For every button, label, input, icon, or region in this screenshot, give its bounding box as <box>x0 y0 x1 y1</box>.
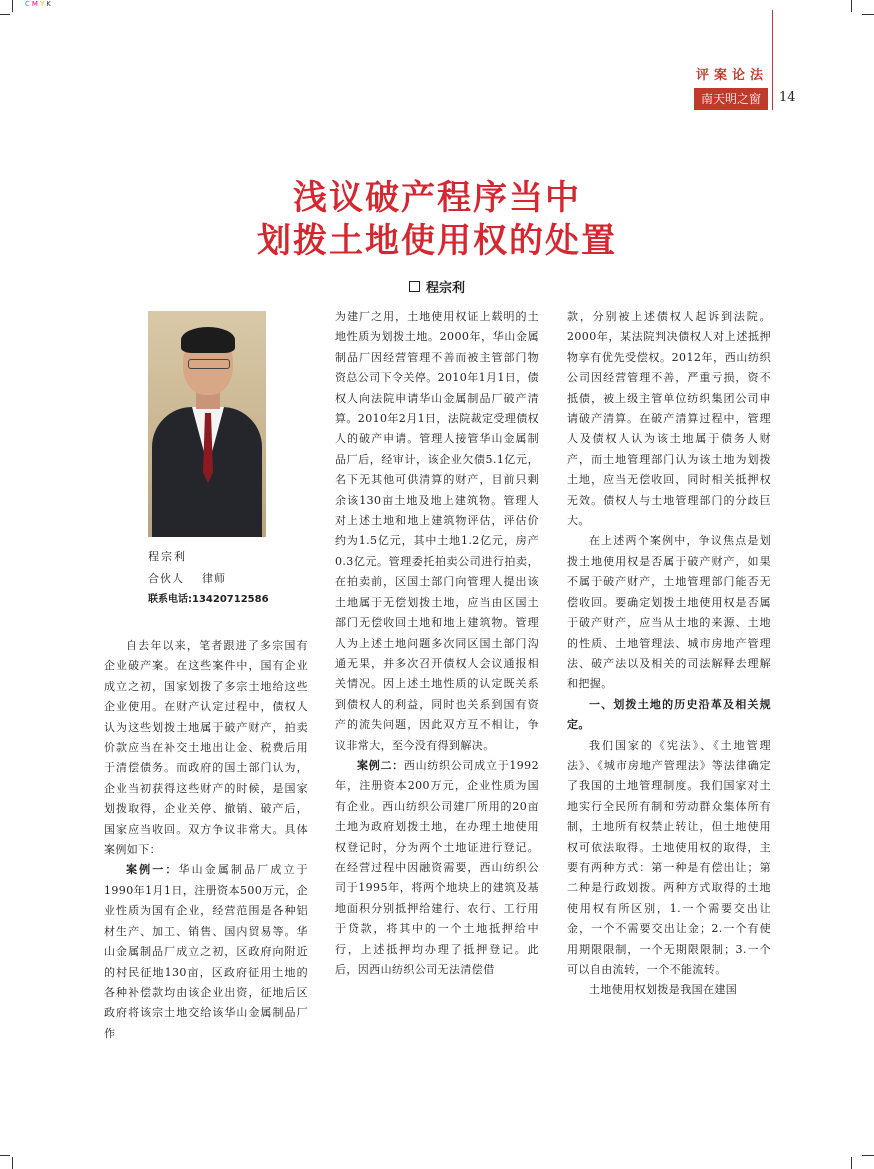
byline <box>0 277 874 296</box>
author-role: 合伙人 律师 <box>148 572 226 585</box>
cmyk-m: M <box>31 0 40 8</box>
body-column-3 <box>567 307 771 1001</box>
crop-mark-tl-h <box>0 14 10 15</box>
section-heading-1: 一、划拨土地的历史沿革及相关规定。 <box>567 697 771 732</box>
article-title-line1: 浅议破产程序当中 <box>293 178 581 218</box>
crop-mark-bl-h <box>0 1155 10 1156</box>
crop-mark-br-v <box>851 1157 852 1169</box>
body-column-2 <box>335 307 539 980</box>
paragraph-legal: 我们国家的《宪法》、《土地管理法》、《城市房地产管理法》等法律确定了我国的土地管理制度。我们国家对土地实行全民所有制和劳动群众集体所有制，土地所有权禁止转让，但土地使用权可依法取得。土地使用权的取得，主要有两种方式：第一种是有偿出让；第二种是行政划拨。两种方式取得的土地使用权有所区别，1.一个需要交出让金，一个不需要交出让金；2.一个有使用期限限制，一个无期限限制；3.一个可以自由流转，一个不能流转。 <box>567 738 771 976</box>
case2-text: 西山纺织公司成立于1992年，注册资本200万元，企业性质为国有企业。西山纺织公司建厂所用的20亩土地为政府划拨土地，在办理土地使用权登记时，分为两个土地证进行登记。在经营过程中因融资需要，西山纺织公司于1995年，将两个地块上的建筑及基地面积分别抵押给建行、农行、工行用于贷款，将其中的一个土地抵押给中行，上述抵押均办理了抵押登记。此后，因西山纺织公司无法清偿借 <box>335 758 539 976</box>
paragraph-case2-cont: 款，分别被上述债权人起诉到法院。2000年，某法院判决债权人对上述抵押物享有优先受偿权。2012年，西山纺织公司因经营管理不善，严重亏损，资不抵债，被上级主管单位纺织集团公司申请破产清算。在破产清算过程中，管理人及债权人认为该土地属于债务人财产，而土地管理部门认为该土地为划拨土地，应当无偿收回，同时相关抵押权无效。债权人与土地管理部门的分歧巨大。 <box>567 310 771 528</box>
author-photo <box>148 311 266 537</box>
paragraph-allocation: 土地使用权划拨是我国在建国 <box>589 983 738 997</box>
byline-author: 程宗利 <box>425 281 465 296</box>
column-badge: 南天明之窗 <box>694 88 768 110</box>
cmyk-y: Y <box>39 0 47 8</box>
header-divider <box>772 10 773 110</box>
body-column-1 <box>104 636 308 1044</box>
paragraph-case1-cont: 为建厂之用，土地使用权证上载明的土地性质为划拨土地。2000年，华山金属制品厂因经营管理不善而被主管部门物资总公司下令关停。2010年1月1日，债权人向法院申请华山金属制品厂破产清算。2010年2月1日，法院裁定受理债权人的破产申请。管理人接管华山金属制品厂后，经审计，该企业欠债5.1亿元，名下无其他可供清算的财产，目前只剩余该130亩土地及地上建筑物。管理人对上述土地和地上建筑物评估，评估价约为1.5亿元，其中土地1.2亿元，房产0.3亿元。管理委托拍卖公司进行拍卖，在拍卖前，区国土部门向管理人提出该土地属于无偿划拨土地，应当由区国土部门无偿收回土地和地上建筑物。管理人为上述土地问题多次同区国土部门沟通无果，并多次召开债权人会议通报相关情况。因上述土地性质的认定既关系到债权人的利益，同时也关系到国有资产的流失问题，因此双方互不相让，争议非常大，至今没有得到解决。 <box>335 310 539 752</box>
byline-box-icon <box>409 281 420 292</box>
crop-mark-br-h <box>862 1155 874 1156</box>
paragraph-analysis: 在上述两个案例中，争议焦点是划拨土地使用权是否属于破产财产，如果不属于破产财产，土地管理部门能否无偿收回。要确定划拨土地使用权是否属于破产财产，应当从土地的来源、土地的性质、土地管理法、城市房地产管理法、破产法以及相关的司法解释去理解和把握。 <box>567 534 771 691</box>
color-registration-mark <box>25 0 53 8</box>
case2-label: 案例二： <box>357 758 404 772</box>
author-phone: 联系电话:13420712586 <box>148 594 269 605</box>
cmyk-c: C <box>25 0 32 8</box>
crop-mark-bl-v <box>12 1157 13 1169</box>
section-title: 评案论法 <box>695 68 768 83</box>
case1-text: 华山金属制品厂成立于1990年1月1日，注册资本500万元，企业性质为国有企业，经营范围是各种铝材生产、加工、销售、国内贸易等。华山金属制品厂成立之初，区政府向附近的村民征地130亩，区政府征用土地的各种补偿款均由该企业出资，征地后区政府将该宗土地交给该华山金属制品厂作 <box>104 863 309 1040</box>
paragraph-intro: 自去年以来，笔者跟进了多宗国有企业破产案。在这些案件中，国有企业成立之初，国家划拨了多宗土地给这些企业使用。在财产认定过程中，债权人认为这些划拨土地属于破产财产，拍卖价款应当在补交土地出让金、税费后用于清偿债务。而政府的国土部门认为，企业当初获得这些财产的时候，是国家划拨取得，企业关停、撤销、破产后，国家应当收回。双方争议非常大。具体案例如下： <box>104 639 308 857</box>
author-name: 程宗利 <box>148 550 187 563</box>
article-title-line2: 划拨土地使用权的处置 <box>257 221 617 261</box>
cmyk-k: K <box>46 0 53 8</box>
paragraph-case2 <box>335 756 539 980</box>
crop-mark-tr-v <box>851 0 852 12</box>
case1-label: 案例一： <box>126 863 179 877</box>
paragraph-case1 <box>104 860 308 1044</box>
photo-glasses <box>188 359 230 369</box>
page-number: 14 <box>779 90 796 105</box>
photo-hair <box>181 327 235 353</box>
crop-mark-tl-v <box>12 0 13 12</box>
crop-mark-tr-h <box>862 14 874 15</box>
